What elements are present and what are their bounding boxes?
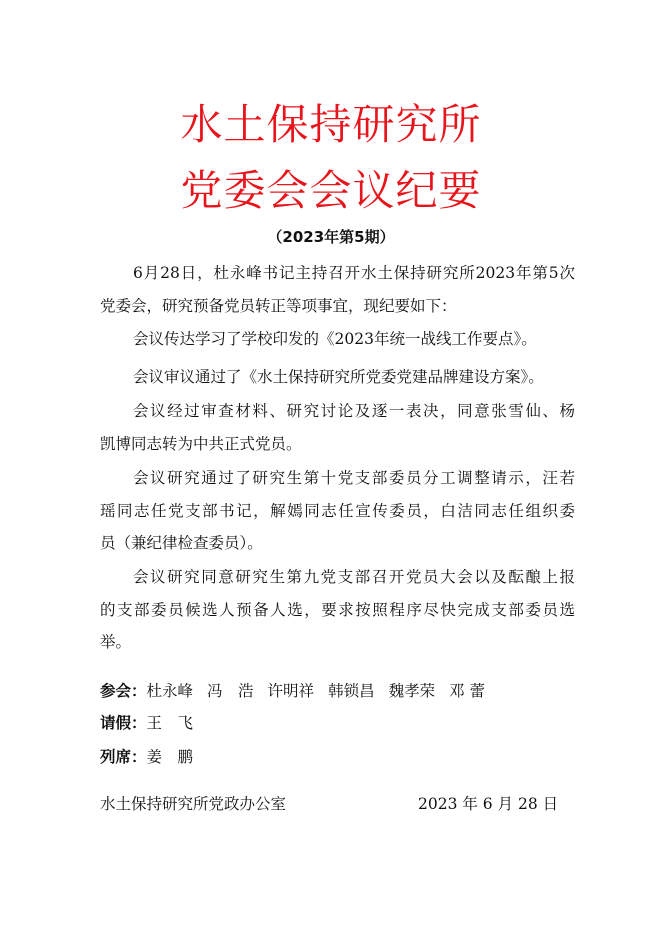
footer-date: 2023 年 6 月 28 日 [418,795,559,813]
body-line: 6月28日，杜永峰书记主持召开水土保持研究所2023年第5次 [133,264,575,282]
attendee: 魏孝荣 [388,682,436,700]
body-line: 会议研究通过了研究生第十党支部委员分工调整请示，汪若 [133,469,575,487]
body-line: 党委会，研究预备党员转正等项事宜，现纪要如下： [100,297,457,315]
body-line: 会议传达学习了学校印发的《2023年统一战线工作要点》。 [133,330,537,348]
issue-number: （2023年第5期） [267,228,395,246]
body-line: 的支部委员候选人预备人选，要求按照程序尽快完成支部委员选 [100,601,575,619]
attendee: 杜永峰 [146,682,194,700]
observer-row [100,747,575,767]
body-line: 举。 [100,633,132,651]
footer-office: 水土保持研究所党政办公室 [100,795,287,813]
body-line: 会议研究同意研究生第九党支部召开党员大会以及酝酿上报 [133,568,575,586]
observer-label: 列席： [100,748,147,766]
leave-name: 王 飞 [146,714,194,732]
leave-row [100,713,575,733]
body-line: 凯博同志转为中共正式党员。 [100,435,302,453]
attendee: 邓 蕾 [449,682,486,700]
body-line: 会议审议通过了《水土保持研究所党委党建品牌建设方案》。 [133,368,544,386]
leave-label: 请假： [100,714,147,732]
attendee: 许明祥 [267,682,315,700]
attendee: 冯 浩 [207,682,254,700]
doc-title-line2: 党委会会议纪要 [180,166,482,215]
attendees-row [100,681,575,701]
observer-name: 姜 鹏 [146,748,194,766]
body-line: 会议经过审查材料、研究讨论及逐一表决，同意张雪仙、杨 [133,402,575,420]
doc-title-line1: 水土保持研究所 [180,100,482,149]
body-line: 瑶同志任党支部书记，解嫣同志任宣传委员，白洁同志任组织委 [100,502,575,520]
attendees-label: 参会： [100,682,147,700]
attendee: 韩锁昌 [328,682,375,700]
body-line: 员（兼纪律检查委员）。 [100,534,263,552]
